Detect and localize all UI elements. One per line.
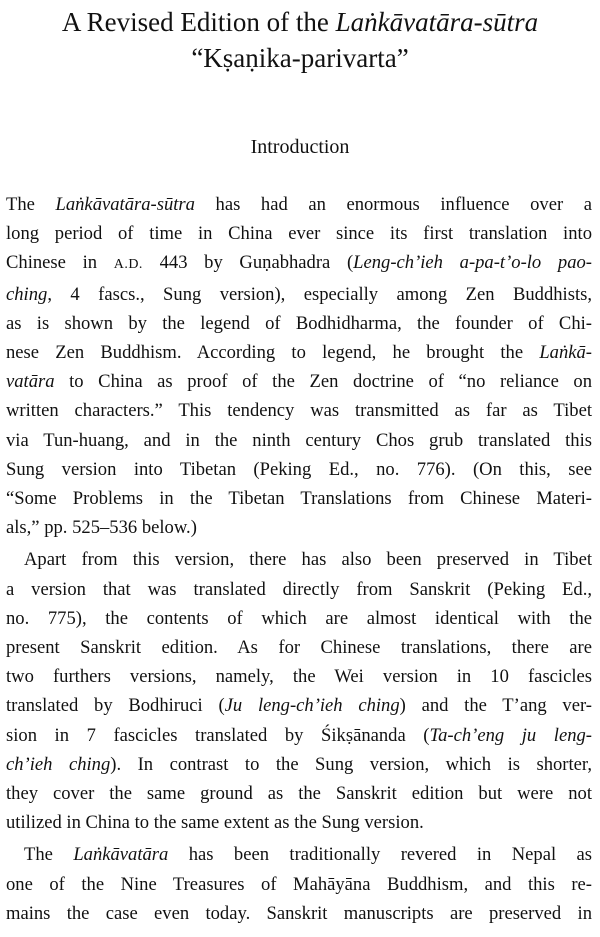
text-line — [6, 338, 592, 367]
text-line — [6, 190, 592, 219]
italic-text: Ju leng-ch’ieh ching — [224, 695, 400, 717]
text-line — [6, 691, 592, 720]
text-segment: has been traditionally revered in Nepal as — [168, 844, 592, 866]
italic-text: Laṅkāvatāra — [73, 844, 169, 866]
text-line — [6, 575, 592, 604]
text-segment: two furthers versions, namely, the Wei version in 10 fascicles — [6, 666, 592, 688]
text-line — [6, 721, 592, 750]
text-line — [6, 248, 592, 279]
text-line — [6, 309, 592, 338]
text-line — [6, 367, 592, 396]
title-line-2: “Kṣaṇika-parivarta” — [191, 43, 409, 73]
text-segment: sion in 7 fascicles translated by Śikṣānanda ( — [6, 724, 430, 746]
text-line — [6, 280, 592, 309]
text-line — [6, 870, 592, 899]
text-segment: , 4 fascs., Sung version), especially among Zen Buddhists, — [47, 283, 592, 305]
text-segment: 443 by Guṇabhadra ( — [142, 252, 354, 274]
page-title — [0, 4, 600, 76]
text-line — [6, 750, 592, 779]
text-line — [6, 840, 592, 869]
text-segment: they cover the same ground as the Sanskrit edition but were not — [6, 783, 592, 805]
title-italic: Laṅkāvatāra-sūtra — [335, 7, 539, 37]
text-line — [6, 426, 592, 455]
text-segment: Apart from this version, there has also been preserved in Tibet — [24, 549, 592, 571]
text-segment: present Sanskrit edition. As for Chinese translations, there are — [6, 637, 592, 659]
italic-text: Laṅkā- — [539, 342, 592, 364]
text-line — [6, 484, 592, 513]
text-segment: ). In contrast to the Sung version, which is shorter, — [110, 753, 592, 775]
italic-text: ch’ieh ching — [6, 753, 111, 775]
section-heading: Introduction — [250, 136, 350, 158]
text-segment: written characters.” This tendency was transmitted as far as Tibet — [6, 400, 592, 422]
text-segment: The — [6, 194, 56, 215]
text-segment: via Tun-huang, and in the ninth century Chos grub translated this — [6, 429, 592, 451]
paragraph-3 — [6, 840, 592, 928]
text-line — [6, 779, 592, 808]
text-line — [6, 219, 592, 248]
text-segment: als,” pp. 525–536 below.) — [6, 517, 197, 539]
text-segment: long period of time in China ever since its first translation into — [6, 223, 592, 245]
italic-text: vatāra — [6, 371, 55, 393]
text-segment: has had an enormous influence over a — [194, 194, 592, 215]
title-prefix: A Revised Edition of the — [61, 7, 336, 37]
text-segment: The — [24, 844, 74, 866]
text-line — [6, 604, 592, 633]
italic-text: Leng-ch’ieh a-pa-t’o-lo pao- — [353, 252, 592, 274]
text-line — [6, 513, 592, 542]
text-segment: translated by Bodhiruci ( — [6, 695, 225, 717]
title-line-1 — [0, 4, 600, 40]
italic-text: Laṅkāvatāra-sūtra — [55, 194, 195, 215]
text-line — [6, 662, 592, 691]
text-segment: Chinese in — [6, 252, 114, 274]
text-segment: mains the case even today. Sanskrit manuscripts are preserved in — [6, 902, 592, 924]
text-segment: “Some Problems in the Tibetan Translations from Chinese Materi- — [6, 488, 592, 510]
text-segment: nese Zen Buddhism. According to legend, he brought the — [6, 342, 540, 364]
italic-text: Ta-ch’eng ju leng- — [429, 724, 592, 746]
text-segment: one of the Nine Treasures of Mahāyāna Buddhism, and this re- — [6, 873, 592, 895]
text-segment: utilized in China to the same extent as the Sung version. — [6, 812, 424, 834]
text-segment: no. 775), the contents of which are almost identical with the — [6, 607, 592, 629]
text-segment: A.D. — [113, 257, 143, 273]
text-line — [6, 455, 592, 484]
text-line — [6, 808, 592, 837]
text-segment: Sung version into Tibetan (Peking Ed., no. 776). (On this, see — [6, 458, 592, 480]
text-line — [6, 633, 592, 662]
paragraph-1 — [6, 190, 592, 542]
text-segment: to China as proof of the Zen doctrine of “no reliance on — [54, 371, 592, 393]
paragraph-2 — [6, 545, 592, 837]
italic-text: ching — [6, 283, 48, 305]
text-segment: a version that was translated directly from Sanskrit (Peking Ed., — [6, 578, 592, 600]
text-segment: ) and the T’ang ver- — [399, 695, 592, 717]
text-segment: as is shown by the legend of Bodhidharma, the founder of Chi- — [6, 312, 592, 334]
text-line — [6, 545, 592, 574]
text-line — [6, 396, 592, 425]
body-text — [6, 190, 592, 928]
text-line — [6, 899, 592, 928]
